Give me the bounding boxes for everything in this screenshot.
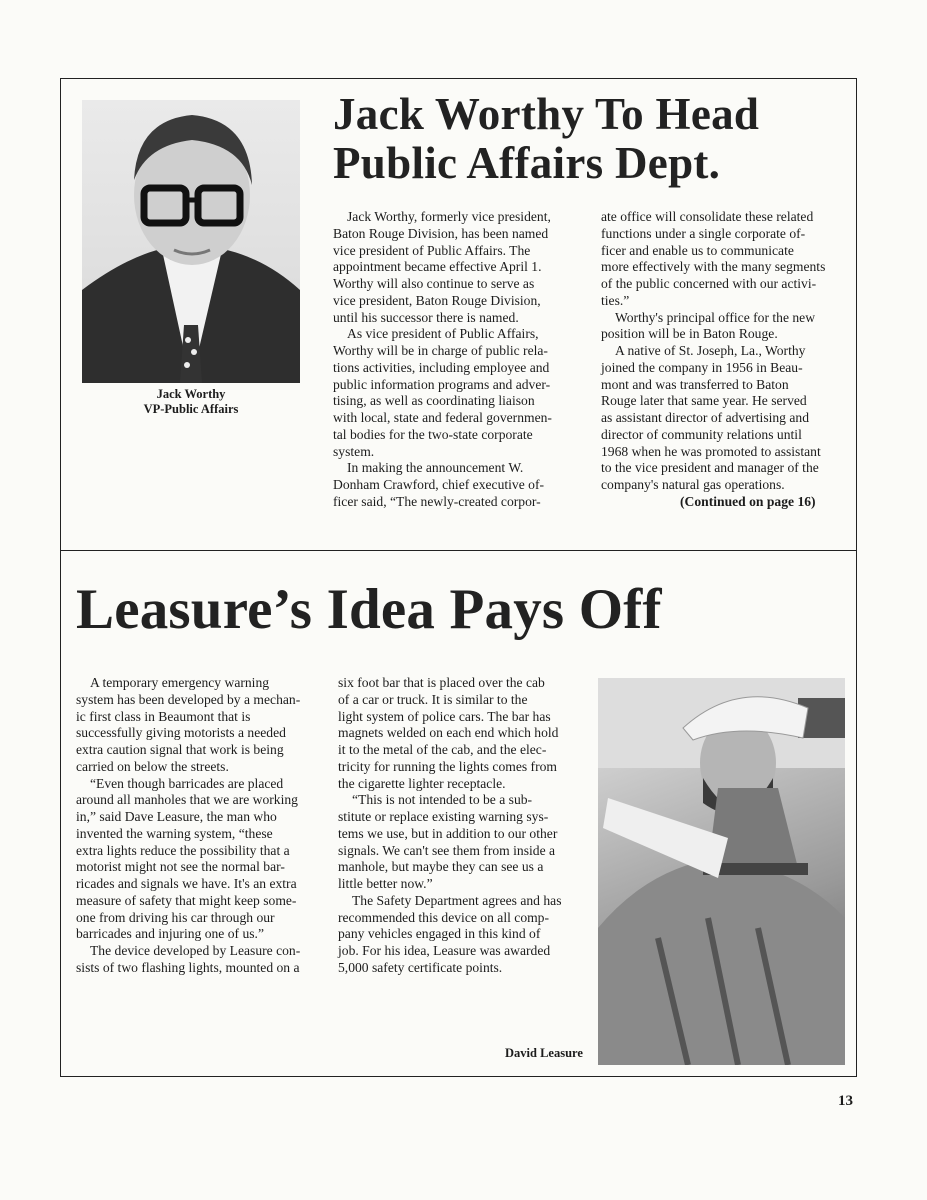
text-line: mont and was transferred to Baton	[601, 376, 789, 392]
text-line: tising, as well as coordinating liaison	[333, 393, 535, 409]
text-line: A temporary emergency warning	[90, 675, 270, 690]
text-line: joined the company in 1956 in Beau-	[601, 359, 803, 375]
text-line: In making the announcement W.	[347, 460, 524, 476]
text-line: As vice president of Public Affairs,	[347, 326, 539, 342]
text-line: extra lights reduce the possibility that a	[76, 842, 290, 858]
text-line: tions activities, including employee and	[333, 359, 550, 375]
text-line: of the public concerned with our activi-	[601, 276, 817, 291]
text-line: Worthy will be in charge of public rela-	[333, 343, 548, 358]
text-line: functions under a single corporate of-	[601, 225, 806, 241]
headline-line: Jack Worthy To Head	[333, 89, 760, 139]
photo-caption	[82, 387, 300, 417]
text-line: Rouge later that same year. He served	[601, 393, 807, 409]
text-line: as assistant director of advertising and	[601, 410, 810, 425]
text-line: “This is not intended to be a sub-	[352, 792, 533, 808]
text-line: Jack Worthy, formerly vice president,	[347, 209, 551, 224]
text-line: six foot bar that is placed over the cab	[338, 675, 545, 690]
text-line: one from driving his car through our	[76, 909, 275, 925]
text-line: successfully giving motorists a needed	[76, 725, 286, 741]
text-line: job. For his idea, Leasure was awarded	[338, 943, 551, 958]
text-line: magnets welded on each end which hold	[338, 725, 559, 741]
text-line: ic first class in Beaumont that is	[76, 708, 251, 724]
text-line: manhole, but maybe they can see us a	[338, 859, 544, 875]
text-line: ficer said, “The newly-created corpor-	[333, 493, 541, 509]
text-line: the cigarette lighter receptacle.	[338, 775, 506, 791]
text-line: carried on below the streets.	[76, 758, 229, 774]
text-line: A native of St. Joseph, La., Worthy	[615, 343, 806, 358]
text-line: barricades and injuring one of us.”	[76, 926, 264, 942]
text-line: around all manholes that we are working	[76, 792, 298, 808]
text-line: invented the warning system, “these	[76, 825, 273, 841]
article-column	[601, 209, 825, 494]
text-line: extra caution signal that work is being	[76, 742, 284, 757]
article-divider	[60, 550, 857, 551]
text-line: with local, state and federal governmen-	[333, 410, 552, 425]
article-column	[333, 209, 552, 511]
text-line: it to the metal of the cab, and the elec-	[338, 742, 547, 757]
text-line: company's natural gas operations.	[601, 477, 785, 492]
headline-line: Public Affairs Dept.	[333, 138, 721, 188]
text-line: position will be in Baton Rouge.	[601, 326, 778, 342]
text-line: pany vehicles engaged in this kind of	[338, 926, 541, 942]
text-line: 5,000 safety certificate points.	[338, 959, 503, 975]
text-line: more effectively with the many segments	[601, 259, 826, 275]
text-line: tricity for running the lights comes from	[338, 758, 557, 774]
text-line: measure of safety that might keep some-	[76, 892, 297, 908]
text-line: tems we use, but in addition to our other	[338, 825, 558, 841]
text-line: motorist might not see the normal bar-	[76, 859, 285, 875]
text-line: of a car or truck. It is similar to the	[338, 691, 528, 707]
text-line: appointment became effective April 1.	[333, 259, 542, 275]
text-line: recommended this device on all comp-	[338, 909, 550, 925]
text-line: light system of police cars. The bar has	[338, 708, 551, 724]
page-number: 13	[838, 1093, 853, 1109]
text-line: 1968 when he was promoted to assistant	[601, 443, 821, 459]
caption-title: VP-Public Affairs	[143, 402, 239, 416]
text-line: Worthy's principal office for the new	[615, 309, 816, 325]
caption-name: Jack Worthy	[156, 387, 226, 401]
text-line: Baton Rouge Division, has been named	[333, 225, 549, 241]
text-line: “Even though barricades are placed	[90, 775, 284, 791]
continued-note: (Continued on page 16)	[680, 494, 816, 509]
text-line: little better now.”	[338, 876, 433, 891]
jack-worthy-photo	[82, 100, 300, 383]
text-line: system has been developed by a mechan-	[76, 691, 301, 707]
text-line: signals. We can't see them from inside a	[338, 842, 556, 858]
text-line: director of community relations until	[601, 426, 802, 442]
text-line: The device developed by Leasure con-	[90, 943, 301, 958]
article-headline	[333, 90, 759, 188]
article-headline: Leasure’s Idea Pays Off	[76, 578, 662, 641]
article-column	[76, 675, 300, 977]
text-line: public information programs and adver-	[333, 376, 551, 392]
text-line: sists of two flashing lights, mounted on a	[76, 959, 300, 975]
text-line: vice president, Baton Rouge Division,	[333, 292, 541, 308]
text-line: ate office will consolidate these related	[601, 209, 814, 224]
text-line: Donham Crawford, chief executive of-	[333, 477, 544, 492]
article-column	[338, 675, 561, 977]
text-line: ties.”	[601, 292, 630, 308]
text-line: in,” said Dave Leasure, the man who	[76, 809, 277, 824]
text-line: to the vice president and manager of the	[601, 460, 819, 476]
text-line: vice president of Public Affairs. The	[333, 242, 531, 258]
text-line: The Safety Department agrees and has	[352, 892, 562, 908]
text-line: stitute or replace existing warning sys-	[338, 809, 549, 824]
text-line: Worthy will also continue to serve as	[333, 276, 535, 291]
photo-caption: David Leasure	[505, 1046, 583, 1060]
text-line: until his successor there is named.	[333, 309, 519, 325]
text-line: ricades and signals we have. It's an extra	[76, 876, 297, 891]
text-line: tal bodies for the two-state corporate	[333, 426, 533, 442]
text-line: system.	[333, 443, 375, 459]
text-line: ficer and enable us to communicate	[601, 242, 794, 258]
david-leasure-photo	[598, 678, 845, 1065]
